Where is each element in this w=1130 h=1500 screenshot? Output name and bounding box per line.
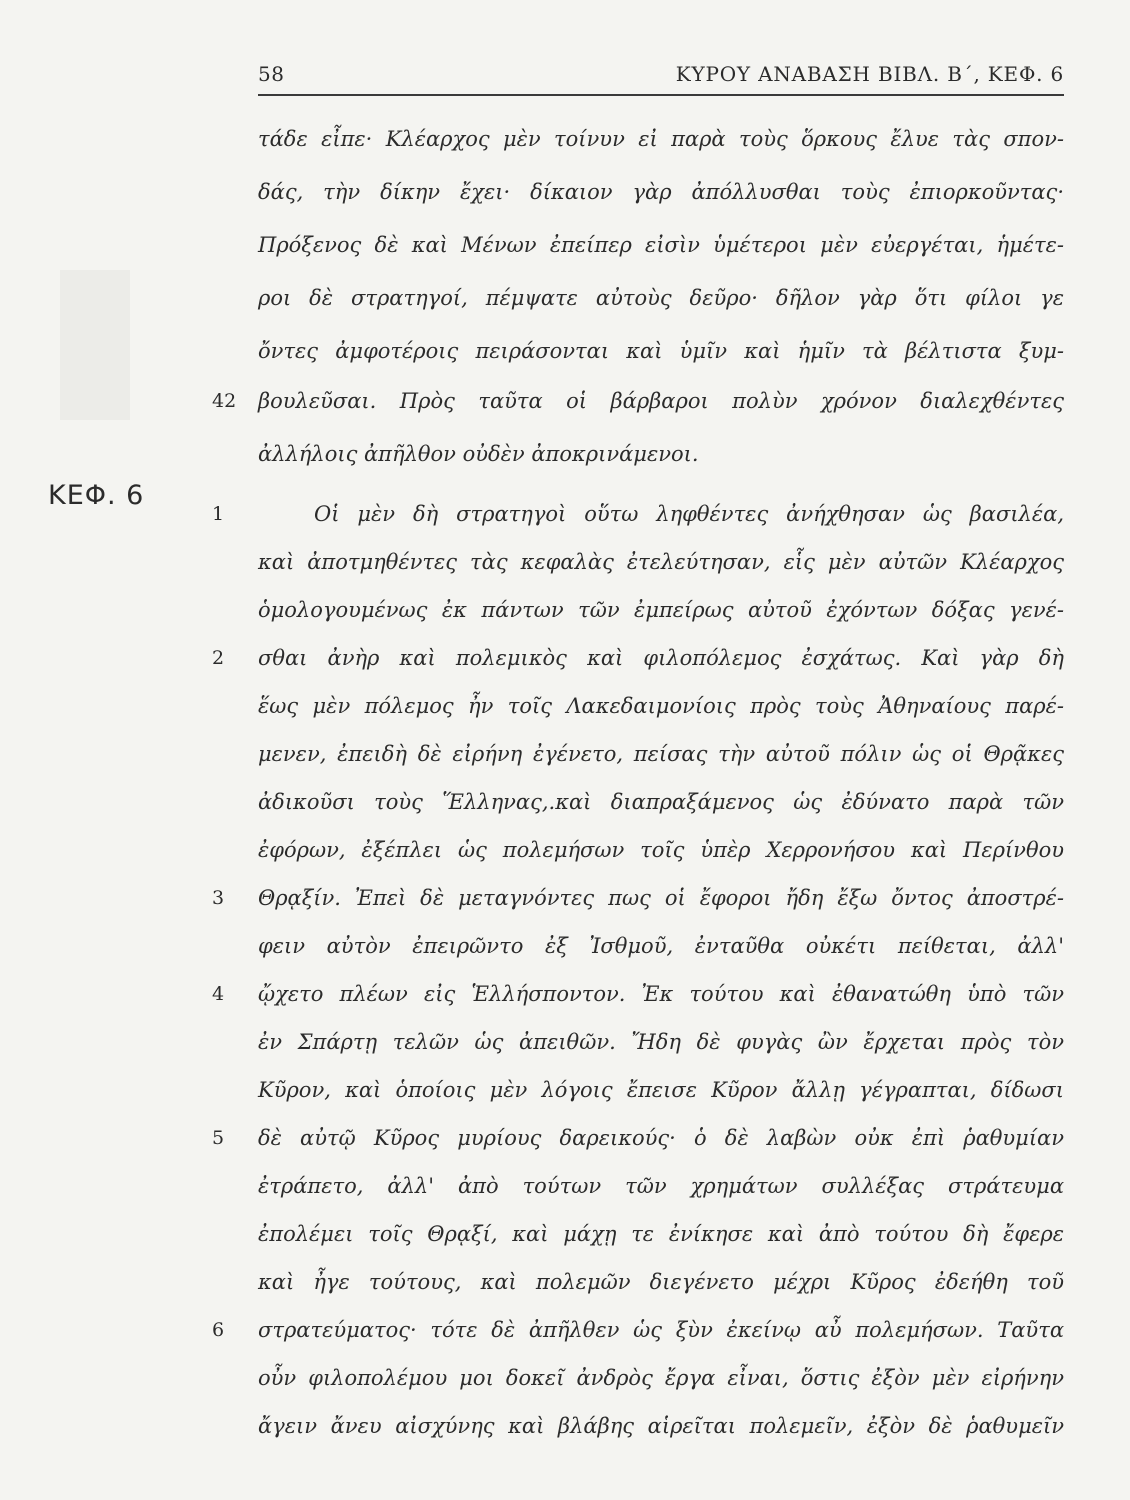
running-title: ΚΥΡΟΥ ΑΝΑΒΑΣΗ ΒΙΒΛ. Β΄, ΚΕΦ. 6: [675, 62, 1064, 86]
text-line: καὶ ἀποτμηθέντες τὰς κεφαλὰς ἐτελεύτησαν, εἷς μὲν αὐτῶν Κλέαρχος: [258, 550, 1064, 574]
text-line: Κῦρον, καὶ ὁποίοις μὲν λόγοις ἔπεισε Κῦρον ἄλλῃ γέγραπται, δίδωσι: [258, 1078, 1064, 1102]
bleed-through-shape: [0, 270, 130, 420]
text-line: ἀδικοῦσι τοὺς Ἕλληνας,.καὶ διαπραξάμενος ὡς ἐδύνατο παρὰ τῶν: [258, 790, 1064, 814]
running-header: [258, 62, 1064, 96]
text-line: βουλεῦσαι. Πρὸς ταῦτα οἱ βάρβαροι πολὺν χρόνον διαλεχθέντες: [258, 389, 1064, 413]
text-line: ἐτράπετο, ἀλλ' ἀπὸ τούτων τῶν χρημάτων συλλέξας στράτευμα: [258, 1174, 1064, 1198]
text-line: ἄγειν ἄνευ αἰσχύνης καὶ βλάβης αἱρεῖται πολεμεῖν, ἐξὸν δὲ ῥαθυμεῖν: [258, 1414, 1064, 1438]
line-number-1: 1: [212, 503, 225, 525]
text-line: ροι δὲ στρατηγοί, πέμψατε αὐτοὺς δεῦρο· δῆλον γὰρ ὅτι φίλοι γε: [258, 286, 1064, 310]
text-line: Πρόξενος δὲ καὶ Μένων ἐπείπερ εἰσὶν ὑμέτεροι μὲν εὐεργέται, ἡμέτε-: [258, 233, 1064, 257]
text-line: ἀλλήλοις ἀπῆλθον οὐδὲν ἀποκρινάμενοι.: [258, 442, 699, 466]
text-line: οὖν φιλοπολέμου μοι δοκεῖ ἀνδρὸς ἔργα εἶναι, ὅστις ἐξὸν μὲν εἰρήνην: [258, 1366, 1064, 1390]
text-line: ἐπολέμει τοῖς Θρᾳξί, καὶ μάχῃ τε ἐνίκησε καὶ ἀπὸ τούτου δὴ ἔφερε: [258, 1222, 1064, 1246]
text-line: ὁμολογουμένως ἐκ πάντων τῶν ἐμπείρως αὐτοῦ ἐχόντων δόξας γενέ-: [258, 598, 1064, 622]
text-line: Θρᾳξίν. Ἐπεὶ δὲ μεταγνόντες πως οἱ ἔφοροι ἤδη ἔξω ὄντος ἀποστρέ-: [258, 886, 1064, 910]
text-line: ἕως μὲν πόλεμος ἦν τοῖς Λακεδαιμονίοις πρὸς τοὺς Ἀθηναίους παρέ-: [258, 694, 1064, 718]
text-line: ἐν Σπάρτῃ τελῶν ὡς ἀπειθῶν. Ἤδη δὲ φυγὰς ὢν ἔρχεται πρὸς τὸν: [258, 1030, 1064, 1054]
text-line: σθαι ἀνὴρ καὶ πολεμικὸς καὶ φιλοπόλεμος ἐσχάτως. Καὶ γὰρ δὴ: [258, 646, 1064, 670]
line-number-5: 5: [212, 1127, 225, 1149]
text-line: στρατεύματος· τότε δὲ ἀπῆλθεν ὡς ξὺν ἐκείνῳ αὖ πολεμήσων. Ταῦτα: [258, 1318, 1064, 1342]
text-line: δὲ αὐτῷ Κῦρος μυρίους δαρεικούς· ὁ δὲ λαβὼν οὐκ ἐπὶ ῥαθυμίαν: [258, 1126, 1064, 1150]
text-line: ὄντες ἀμφοτέροις πειράσονται καὶ ὑμῖν καὶ ἡμῖν τὰ βέλτιστα ξυμ-: [258, 339, 1064, 363]
chapter-label: ΚΕΦ. 6: [48, 480, 145, 511]
bleed-through-shadow: [0, 270, 130, 420]
line-number-3: 3: [212, 887, 225, 909]
line-number-2: 2: [212, 647, 225, 669]
text-line: δάς, τὴν δίκην ἔχει· δίκαιον γὰρ ἀπόλλυσθαι τοὺς ἐπιορκοῦντας·: [258, 180, 1064, 204]
text-line: ἐφόρων, ἐξέπλει ὡς πολεμήσων τοῖς ὑπὲρ Χερρονήσου καὶ Περίνθου: [258, 838, 1064, 862]
line-number-4: 4: [212, 983, 225, 1005]
page-number: 58: [258, 62, 285, 86]
text-line: φειν αὐτὸν ἐπειρῶντο ἐξ Ἰσθμοῦ, ἐνταῦθα οὐκέτι πείθεται, ἀλλ': [258, 934, 1064, 958]
text-line: τάδε εἶπε· Κλέαρχος μὲν τοίνυν εἰ παρὰ τοὺς ὅρκους ἔλυε τὰς σπον-: [258, 127, 1064, 151]
line-number-6: 6: [212, 1319, 225, 1341]
text-line: ᾤχετο πλέων εἰς Ἑλλήσποντον. Ἐκ τούτου καὶ ἐθανατώθη ὑπὸ τῶν: [258, 982, 1064, 1006]
text-line: μενεν, ἐπειδὴ δὲ εἰρήνη ἐγένετο, πείσας τὴν αὐτοῦ πόλιν ὡς οἱ Θρᾷκες: [258, 742, 1064, 766]
text-line: Οἱ μὲν δὴ στρατηγοὶ οὕτω ληφθέντες ἀνήχθησαν ὡς βασιλέα,: [314, 502, 1064, 526]
line-number-42: 42: [212, 390, 237, 412]
text-line: καὶ ἦγε τούτους, καὶ πολεμῶν διεγένετο μέχρι Κῦρος ἐδεήθη τοῦ: [258, 1270, 1064, 1294]
